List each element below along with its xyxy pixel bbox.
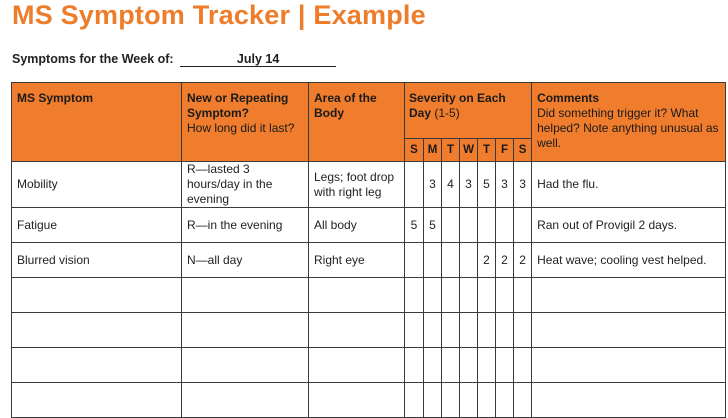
severity-cell: 5	[478, 162, 496, 208]
table-row	[12, 278, 726, 313]
comments-cell	[532, 348, 726, 383]
table-row	[12, 243, 726, 278]
severity-cell: 3	[460, 162, 478, 208]
comments-cell: Heat wave; cooling vest helped.	[532, 243, 726, 278]
area-cell	[309, 313, 405, 348]
symptom-cell: Blurred vision	[12, 243, 182, 278]
severity-cell: 2	[478, 243, 496, 278]
comments-cell	[532, 278, 726, 313]
severity-cell	[405, 243, 424, 278]
severity-cell	[496, 278, 514, 313]
severity-cell	[514, 383, 532, 418]
area-cell: Legs; foot drop with right leg	[309, 162, 405, 208]
severity-cell	[424, 243, 442, 278]
table-row	[12, 208, 726, 243]
severity-cell	[496, 348, 514, 383]
area-cell	[309, 278, 405, 313]
severity-cell	[442, 313, 460, 348]
table-row	[12, 348, 726, 383]
severity-cell	[405, 383, 424, 418]
severity-cell	[478, 383, 496, 418]
severity-cell: 3	[514, 162, 532, 208]
severity-cell	[405, 348, 424, 383]
symptom-cell	[12, 383, 182, 418]
day-header: T	[442, 139, 460, 162]
severity-cell	[478, 278, 496, 313]
severity-cell: 3	[424, 162, 442, 208]
severity-cell: 2	[514, 243, 532, 278]
severity-cell: 2	[496, 243, 514, 278]
severity-cell	[460, 313, 478, 348]
header-new-repeat	[182, 83, 309, 162]
header-new-repeat-title: New or Repeating Symptom?	[187, 91, 289, 120]
area-cell: Right eye	[309, 243, 405, 278]
day-header: T	[478, 139, 496, 162]
severity-cell	[460, 243, 478, 278]
severity-cell	[405, 278, 424, 313]
comments-cell: Ran out of Provigil 2 days.	[532, 208, 726, 243]
header-area: Area of the Body	[309, 83, 405, 162]
severity-cell	[514, 278, 532, 313]
week-value: July 14	[180, 52, 336, 67]
severity-cell	[424, 278, 442, 313]
header-comments	[532, 83, 726, 162]
day-header: S	[514, 139, 532, 162]
severity-cell: 4	[442, 162, 460, 208]
severity-cell	[442, 278, 460, 313]
comments-cell	[532, 313, 726, 348]
new-repeat-cell	[182, 313, 309, 348]
severity-cell	[496, 383, 514, 418]
severity-cell	[424, 348, 442, 383]
severity-cell	[442, 208, 460, 243]
severity-cell	[405, 162, 424, 208]
header-comments-title: Comments	[537, 91, 600, 105]
severity-cell	[442, 243, 460, 278]
day-header: W	[460, 139, 478, 162]
header-severity-title: Severity on Each Day	[409, 91, 506, 120]
header-severity-range: (1-5)	[434, 106, 460, 120]
symptom-cell	[12, 348, 182, 383]
area-cell	[309, 383, 405, 418]
new-repeat-cell: R—lasted 3 hours/day in the evening	[182, 162, 309, 208]
severity-cell: 5	[405, 208, 424, 243]
page-title: MS Symptom Tracker | Example	[12, 0, 426, 30]
day-header: S	[405, 139, 424, 162]
table-row	[12, 162, 726, 208]
header-comments-sub: Did something trigger it? What helped? Note anything unusual as well.	[537, 106, 719, 150]
comments-cell	[532, 383, 726, 418]
severity-cell	[424, 313, 442, 348]
severity-cell	[496, 313, 514, 348]
area-cell: All body	[309, 208, 405, 243]
symptom-cell: Mobility	[12, 162, 182, 208]
severity-cell	[478, 208, 496, 243]
day-header: M	[424, 139, 442, 162]
new-repeat-cell	[182, 383, 309, 418]
symptom-table	[11, 82, 726, 418]
severity-cell	[496, 208, 514, 243]
week-field	[12, 52, 336, 67]
symptom-table-wrapper	[11, 82, 725, 418]
severity-cell	[460, 278, 478, 313]
severity-cell	[460, 208, 478, 243]
severity-cell	[442, 348, 460, 383]
severity-cell	[442, 383, 460, 418]
header-new-repeat-sub: How long did it last?	[187, 121, 295, 135]
severity-cell	[460, 348, 478, 383]
comments-cell: Had the flu.	[532, 162, 726, 208]
new-repeat-cell	[182, 278, 309, 313]
header-symptom: MS Symptom	[12, 83, 182, 162]
severity-cell: 5	[424, 208, 442, 243]
new-repeat-cell: N—all day	[182, 243, 309, 278]
severity-cell	[424, 383, 442, 418]
severity-cell	[514, 348, 532, 383]
new-repeat-cell: R—in the evening	[182, 208, 309, 243]
severity-cell	[514, 208, 532, 243]
symptom-cell: Fatigue	[12, 208, 182, 243]
table-row	[12, 313, 726, 348]
week-label: Symptoms for the Week of:	[12, 52, 174, 66]
symptom-cell	[12, 313, 182, 348]
table-row	[12, 383, 726, 418]
symptom-cell	[12, 278, 182, 313]
severity-cell	[405, 313, 424, 348]
severity-cell: 3	[496, 162, 514, 208]
severity-cell	[478, 348, 496, 383]
severity-cell	[478, 313, 496, 348]
new-repeat-cell	[182, 348, 309, 383]
header-severity	[405, 83, 532, 139]
area-cell	[309, 348, 405, 383]
severity-cell	[460, 383, 478, 418]
day-header: F	[496, 139, 514, 162]
severity-cell	[514, 313, 532, 348]
